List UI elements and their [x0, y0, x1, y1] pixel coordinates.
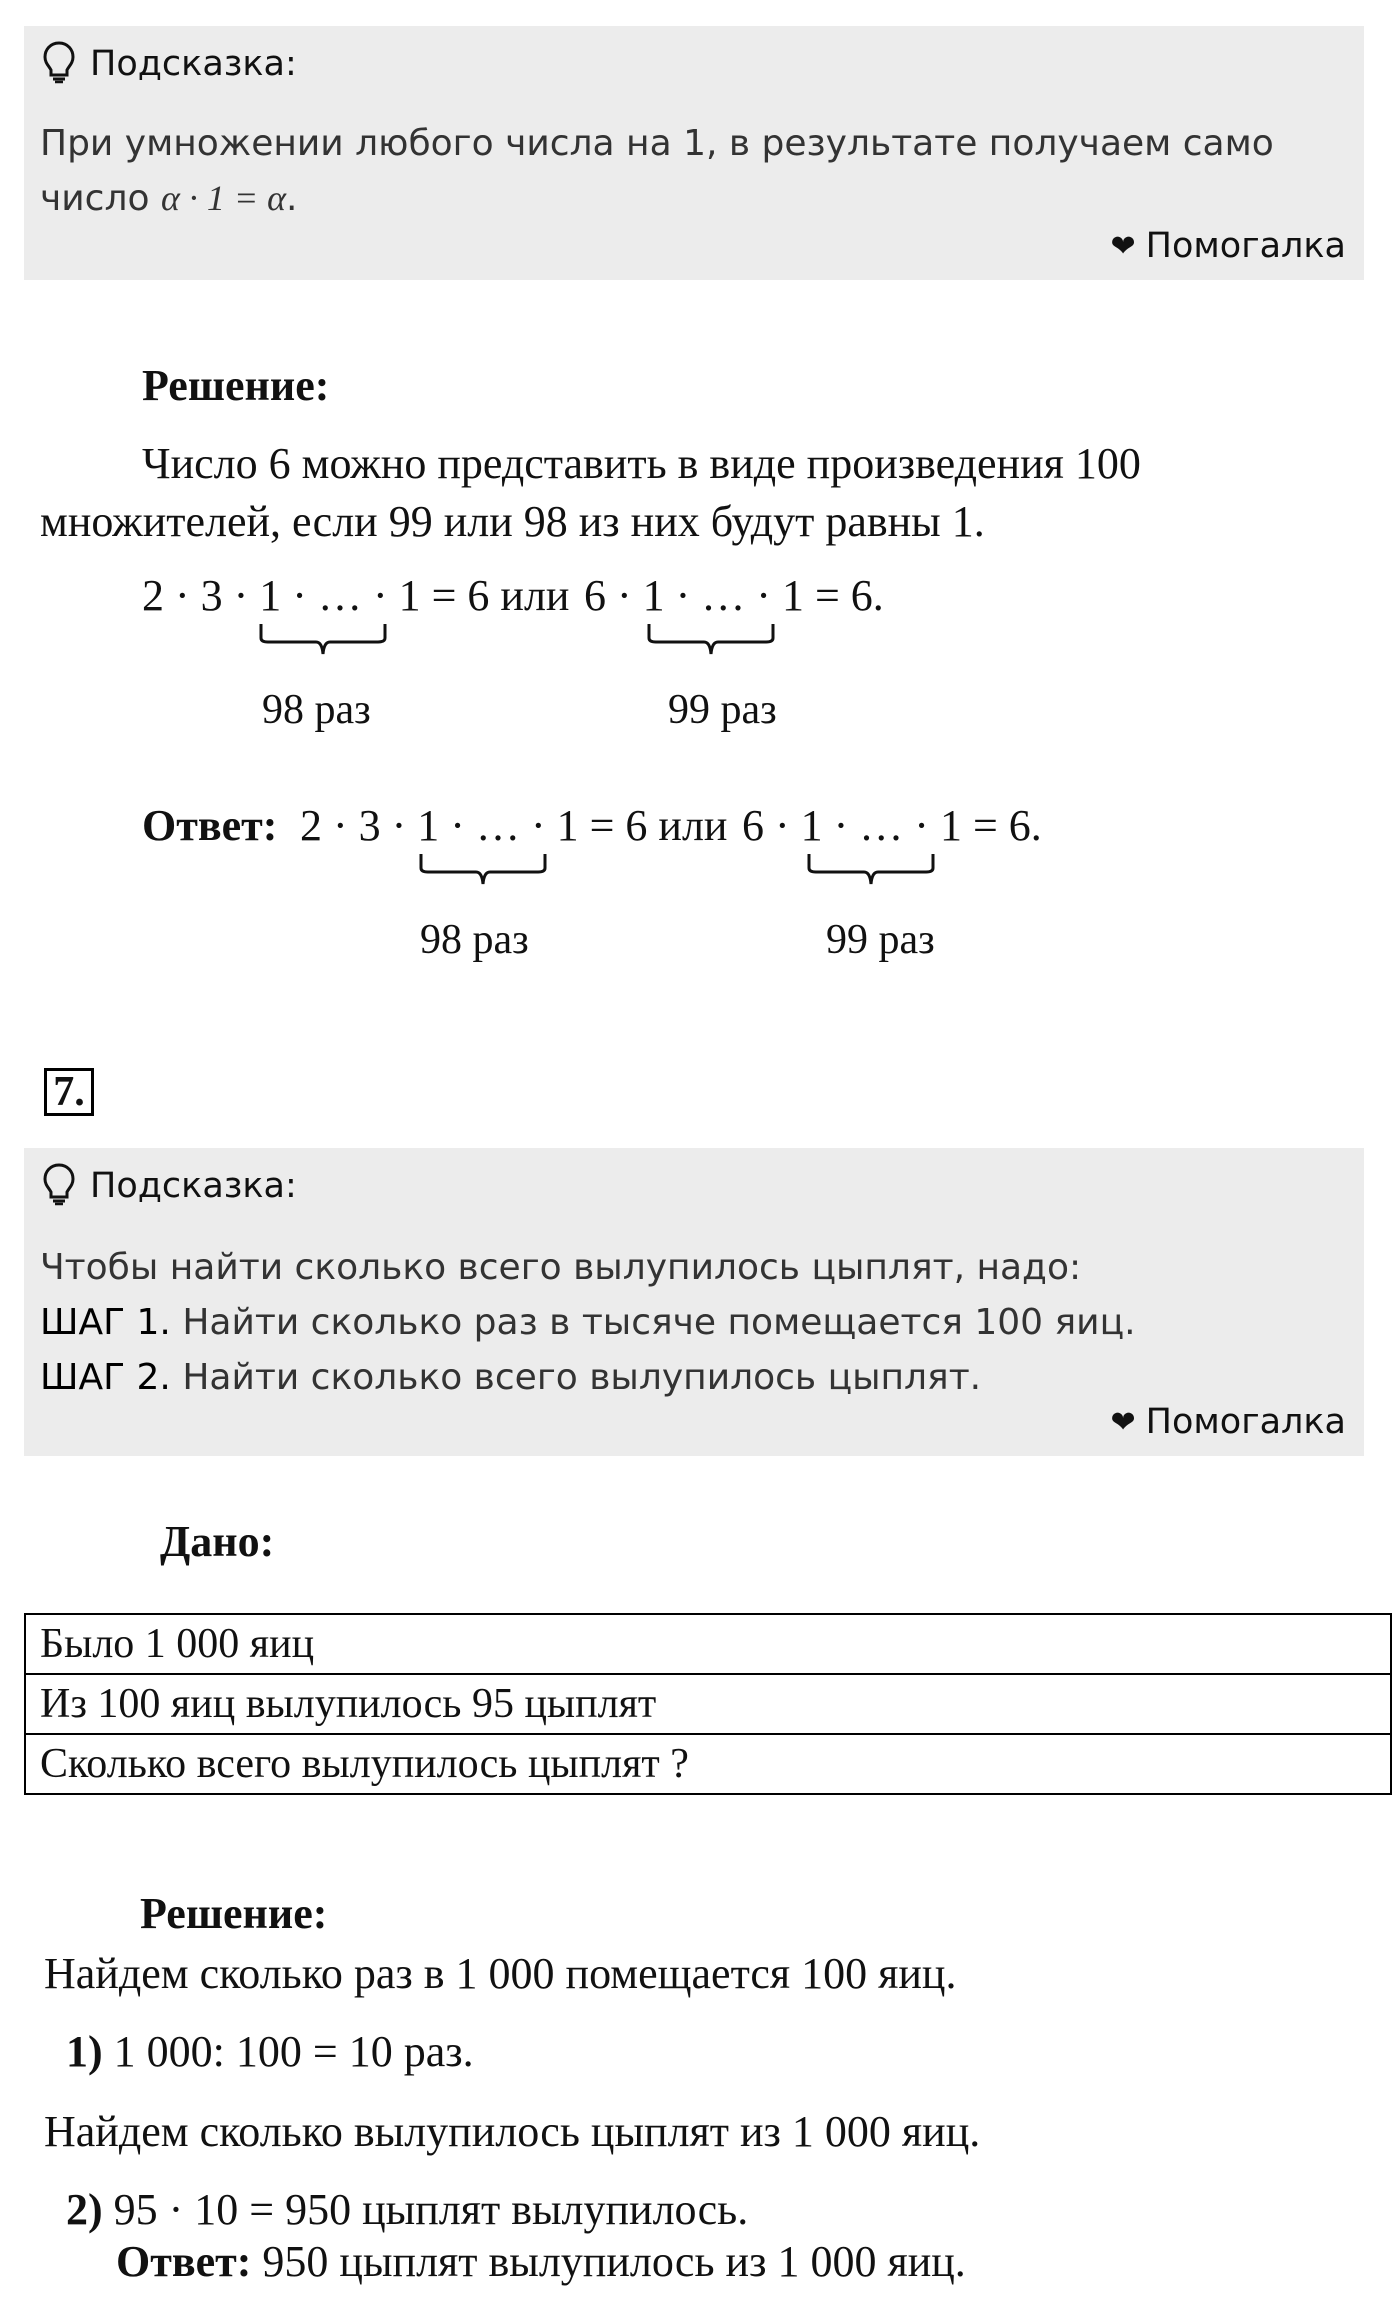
step-text: Найти сколько всего вылупилось цыплят.: [170, 1357, 982, 1398]
answer-label: Ответ:: [142, 801, 278, 850]
table-cell: Из 100 яиц вылупилось 95 цыплят: [25, 1674, 1391, 1734]
underbrace-left: [258, 620, 388, 660]
task-number: 7.: [44, 1068, 94, 1116]
underbrace-label: 99 раз: [668, 687, 777, 733]
solution-line: Найдем сколько раз в 1 000 помещается 100 яиц.: [44, 1949, 957, 1998]
given-heading: Дано:: [160, 1517, 275, 1566]
hint-line: При умножении любого числа на 1, в результате получаем само: [40, 123, 1274, 164]
answer-label: Ответ:: [116, 2237, 252, 2286]
solution-line: Найдем сколько вылупилось цыплят из 1 000 яиц.: [44, 2107, 981, 2156]
helper-credit: [1111, 226, 1347, 266]
hint-box-2: [24, 1148, 1364, 1456]
equation-left: 2 · 3 · 1 · … · 1 = 6 или: [142, 571, 570, 620]
step-formula: 95 · 10 = 950 цыплят вылупилось.: [113, 2185, 749, 2234]
given-table: [24, 1613, 1392, 1795]
hint-title: Подсказка:: [90, 44, 297, 84]
hint-formula: α · 1 = α: [160, 178, 287, 218]
step-number: 1): [66, 2027, 103, 2076]
hint-text: [40, 116, 1274, 226]
hint-title: Подсказка:: [90, 1166, 297, 1206]
table-row: [25, 1674, 1391, 1734]
helper-credit: [1111, 1402, 1347, 1442]
step-label: ШАГ 2.: [40, 1357, 171, 1398]
hint-box-1: [24, 26, 1364, 280]
solution-step: [66, 2184, 748, 2235]
hint-line: Чтобы найти сколько всего вылупилось цыплят, надо:: [40, 1247, 1082, 1288]
heart-icon: ❤: [1110, 228, 1136, 264]
step-number: 2): [66, 2185, 103, 2234]
hint-header: [42, 1162, 297, 1210]
helper-credit-label: Помогалка: [1145, 1402, 1346, 1442]
hint-step: [40, 1350, 1136, 1405]
solution-heading: Решение:: [142, 361, 330, 410]
table-cell: Было 1 000 яиц: [25, 1614, 1391, 1674]
equation-left: 2 · 3 · 1 · … · 1 = 6 или: [300, 801, 728, 850]
hint-text: [40, 1240, 1136, 1405]
step-formula: 1 000: 100 = 10 раз.: [113, 2027, 474, 2076]
solution-step: [66, 2026, 474, 2077]
underbrace-label: 98 раз: [262, 687, 371, 733]
hint-line: [40, 171, 1274, 226]
underbrace-label: 98 раз: [420, 917, 529, 963]
lightbulb-icon: [42, 1162, 76, 1210]
hint-header: [42, 40, 297, 88]
hint-line-prefix: число: [40, 178, 161, 219]
solution-heading: Решение:: [140, 1889, 328, 1938]
equation-right: 6 · 1 · … · 1 = 6.: [742, 801, 1042, 850]
step-text: Найти сколько раз в тысяче помещается 100 яиц.: [170, 1302, 1136, 1343]
lightbulb-icon: [42, 40, 76, 88]
solution-paragraph-line: Число 6 можно представить в виде произведения 100: [142, 439, 1141, 488]
table-row: [25, 1614, 1391, 1674]
underbrace-label: 99 раз: [826, 917, 935, 963]
underbrace-left: [418, 850, 548, 890]
hint-step: [40, 1295, 1136, 1350]
table-cell: Сколько всего вылупилось цыплят ?: [25, 1734, 1391, 1794]
equation-right: 6 · 1 · … · 1 = 6.: [584, 571, 884, 620]
step-label: ШАГ 1.: [40, 1302, 171, 1343]
solution-paragraph-line: множителей, если 99 или 98 из них будут равны 1.: [40, 497, 985, 546]
hint-line-suffix: .: [286, 178, 298, 219]
answer-text: 950 цыплят вылупилось из 1 000 яиц.: [251, 2237, 966, 2286]
answer-line: [116, 2236, 966, 2287]
helper-credit-label: Помогалка: [1145, 226, 1346, 266]
underbrace-right: [646, 620, 776, 660]
underbrace-right: [806, 850, 936, 890]
heart-icon: ❤: [1110, 1404, 1136, 1440]
table-row: [25, 1734, 1391, 1794]
